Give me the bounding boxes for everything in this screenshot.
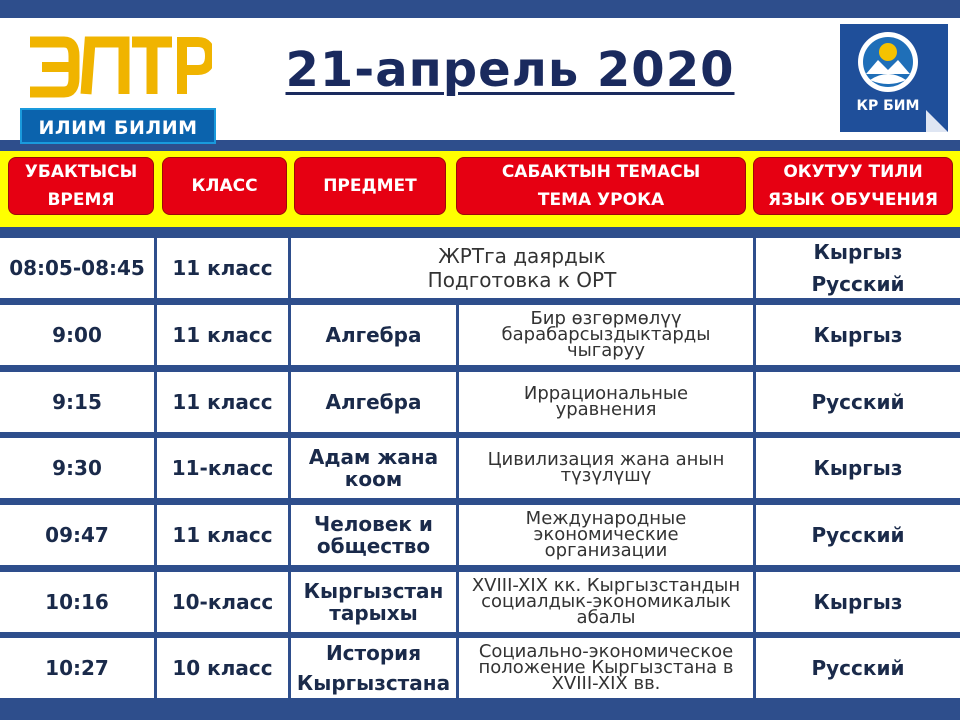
row-class: 11-класс [154, 438, 288, 498]
row-time: 10:27 [45, 656, 109, 680]
col-header-time-line1: УБАКТЫСЫ [24, 162, 138, 182]
row-class: 10-класс [154, 572, 288, 632]
table-row [0, 372, 960, 432]
row-class: 11 класс [154, 238, 288, 298]
row-topic [288, 238, 753, 298]
row-subject-line: Кыргызстан [303, 579, 444, 603]
bottom-strip [0, 700, 960, 720]
row-topic-line: экономические [533, 524, 679, 545]
row-subject-line: Алгебра [325, 390, 422, 414]
row-language-line: Русский [811, 390, 905, 414]
col-header-class [162, 157, 287, 215]
row-language-line: Русский [811, 523, 905, 547]
kr-bim-logo [840, 24, 948, 132]
col-header-topic-line1: САБАКТЫН ТЕМАСЫ [501, 162, 701, 182]
row-language-line: Кыргыз [813, 240, 903, 264]
row-topic-line: положение Кыргызстана в [478, 657, 734, 678]
row-time: 09:47 [45, 523, 109, 547]
table-row [0, 638, 960, 698]
row-subject-line: общество [316, 534, 431, 558]
row-topic-line: XVIII-XIX кк. Кыргызстандын [471, 575, 741, 596]
col-header-subject-line1: ПРЕДМЕТ [323, 176, 417, 196]
row-time: 9:00 [52, 323, 102, 347]
row-language-line: Кыргыз [813, 323, 903, 347]
row-class: 11 класс [154, 505, 288, 565]
row-language [753, 505, 960, 565]
page-fold [926, 110, 948, 132]
row-subject-line: История [325, 641, 422, 665]
col-header-subject [294, 157, 446, 215]
col-header-topic-line2: ТЕМА УРОКА [537, 190, 665, 210]
row-language-line: Русский [811, 656, 905, 680]
row-topic [456, 305, 753, 365]
row-language [753, 305, 960, 365]
column-header-band [0, 148, 960, 230]
row-subject-line: тарыхы [329, 601, 418, 625]
eltr-logo-mark [24, 32, 212, 102]
row-class: 11 класс [154, 372, 288, 432]
row-language [753, 238, 960, 298]
eltr-logo [20, 32, 216, 139]
row-topic-line: Цивилизация жана анын [487, 449, 725, 470]
row-time: 9:30 [52, 456, 102, 480]
row-subject-line: Адам жана [308, 445, 439, 469]
row-subject-line: Кыргызстана [296, 671, 451, 695]
row-class: 10 класс [154, 638, 288, 698]
table-row [0, 238, 960, 298]
row-subject-line: коом [344, 467, 403, 491]
row-topic [456, 438, 753, 498]
table-row [0, 438, 960, 498]
row-language [753, 372, 960, 432]
row-topic-line: чыгаруу [566, 340, 646, 361]
row-topic-line: барабарсыздыктарды [501, 324, 711, 345]
row-subject [288, 305, 456, 365]
row-topic [456, 372, 753, 432]
row-topic-line: Международные [525, 508, 687, 529]
row-language [753, 438, 960, 498]
row-topic-line: Подготовка к ОРТ [427, 268, 617, 292]
table-row [0, 505, 960, 565]
page-title: 21-апрель 2020 [285, 42, 735, 98]
row-time: 08:05-08:45 [9, 256, 145, 280]
row-topic [456, 572, 753, 632]
col-header-class-line1: КЛАСС [191, 176, 258, 196]
kyrgyz-emblem-icon [854, 30, 922, 96]
row-language [753, 638, 960, 698]
row-time: 10:16 [45, 590, 109, 614]
row-topic-line: түзүлүшү [560, 465, 652, 486]
col-header-topic [456, 157, 746, 215]
eltr-logo-word: ИЛИМ БИЛИМ [20, 108, 216, 144]
row-subject [288, 572, 456, 632]
top-strip [0, 0, 960, 18]
row-class: 11 класс [154, 305, 288, 365]
row-topic-line: Бир өзгөрмөлүү [530, 308, 682, 329]
col-header-time-line2: ВРЕМЯ [47, 190, 115, 210]
row-topic [456, 638, 753, 698]
row-topic-line: уравнения [555, 399, 657, 420]
col-header-language-line2: ЯЗЫК ОБУЧЕНИЯ [767, 190, 938, 210]
row-time: 9:15 [52, 390, 102, 414]
row-subject-line: Человек и [314, 512, 433, 536]
row-topic-line: организации [544, 540, 668, 561]
row-subject [288, 438, 456, 498]
col-header-language [753, 157, 953, 215]
row-topic-line: Иррациональные [523, 383, 689, 404]
row-topic-line: Социально-экономическое [478, 641, 734, 662]
row-language-line: Кыргыз [813, 456, 903, 480]
row-topic [456, 505, 753, 565]
row-topic-line: социалдык-экономикалык [481, 591, 731, 612]
row-language-line: Русский [811, 272, 905, 296]
col-header-language-line1: ОКУТУУ ТИЛИ [783, 162, 923, 182]
row-topic-line: XVIII-XIX вв. [551, 673, 661, 694]
row-language-line: Кыргыз [813, 590, 903, 614]
row-subject [288, 372, 456, 432]
row-subject [288, 638, 456, 698]
row-subject [288, 505, 456, 565]
col-header-time [8, 157, 154, 215]
row-subject-line: Алгебра [325, 323, 422, 347]
row-topic-line: ЖРТга даярдык [438, 244, 606, 268]
header [0, 18, 960, 140]
row-topic-line: абалы [576, 607, 636, 628]
kr-bim-text: КР БИМ [856, 98, 920, 114]
row-language [753, 572, 960, 632]
table-row [0, 572, 960, 632]
table-row [0, 305, 960, 365]
